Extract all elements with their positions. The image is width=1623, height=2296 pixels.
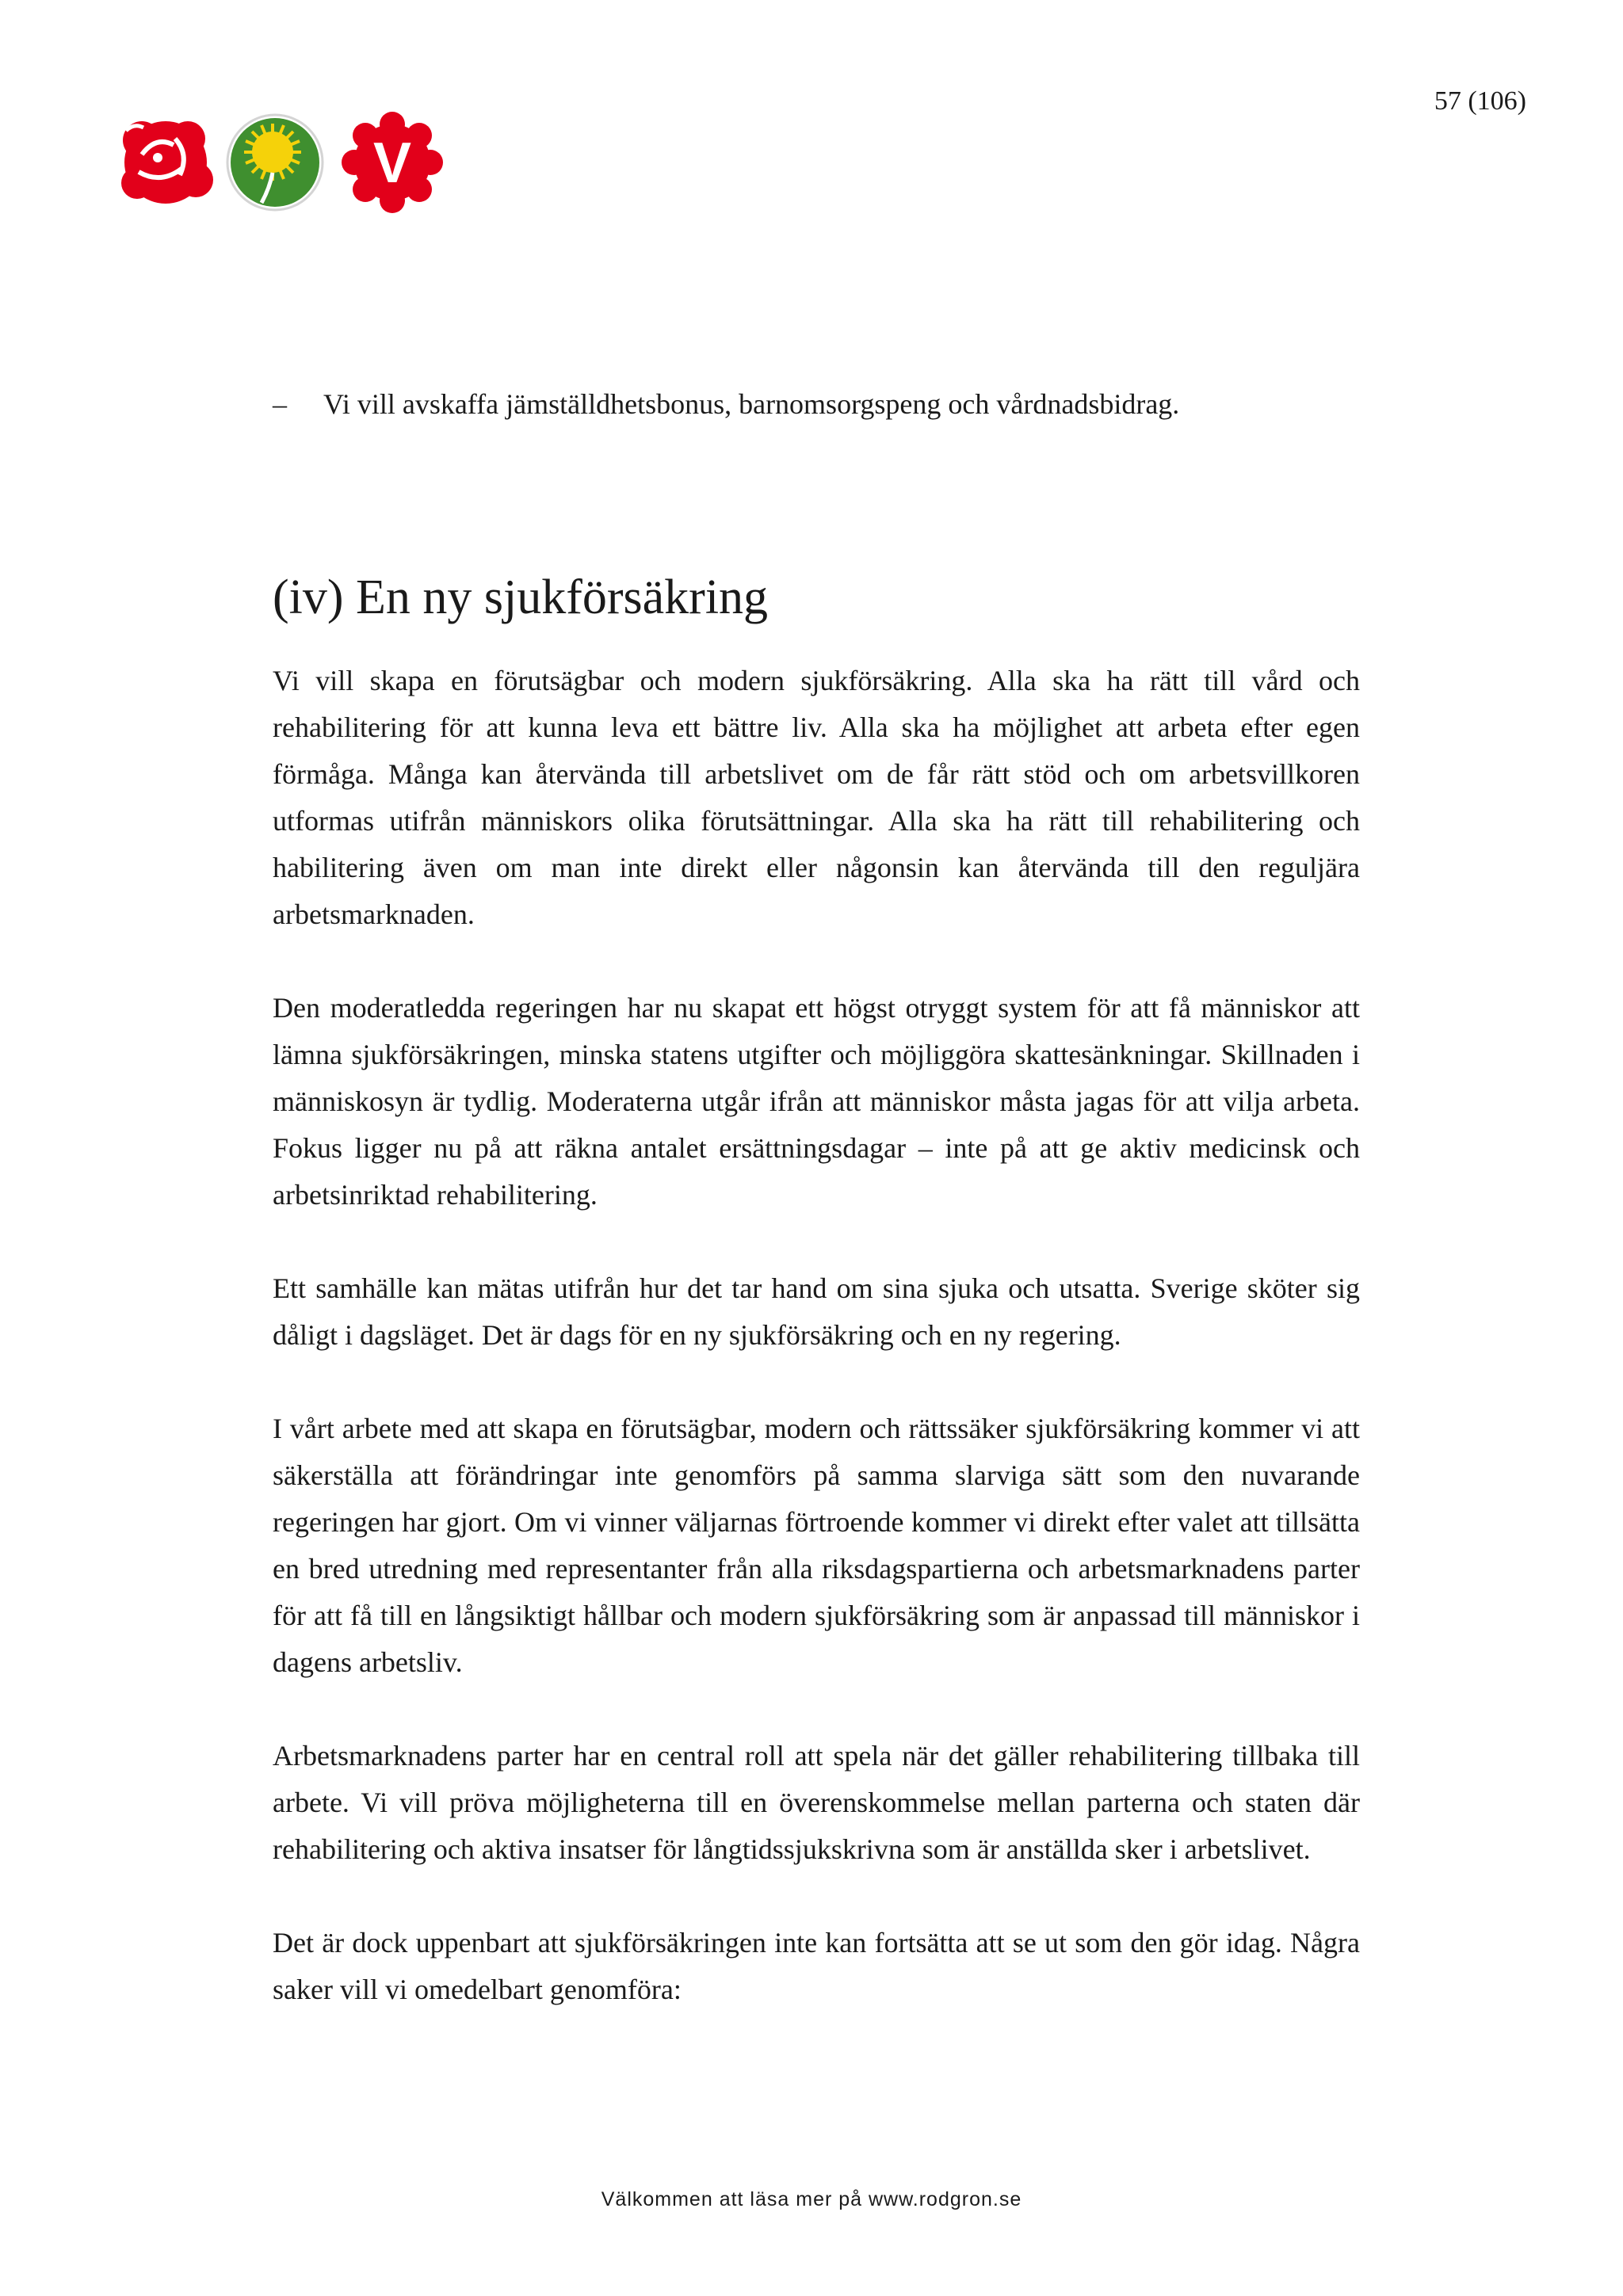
paragraph: Arbetsmarknadens parter har en central roll att spela när det gäller rehabilitering tillbaka till arbete. Vi vill pröva möjligheterna till en överenskommelse mellan parterna och staten där rehabilitering och aktiva insatser för långtidssjukskrivna som är anställda sker i arbetslivet. xyxy=(273,1740,1360,1865)
bullet-item xyxy=(273,380,1360,428)
section-heading: (iv) En ny sjukförsäkring xyxy=(273,570,769,624)
footer-text: Välkommen att läsa mer på www.rodgron.se xyxy=(601,2188,1022,2210)
vansterpartiet-v-logo xyxy=(341,111,444,214)
bullet-dash: – xyxy=(273,388,287,420)
page-number: 57 (106) xyxy=(1434,86,1526,116)
paragraph: Ett samhälle kan mätas utifrån hur det tar hand om sina sjuka och utsatta. Sverige sköter sig dåligt i dagsläget. Det är dags för en ny sjukförsäkring och en ny regering. xyxy=(273,1272,1360,1351)
main-content xyxy=(273,380,1360,2013)
paragraph: I vårt arbete med att skapa en förutsägbar, modern och rättssäker sjukförsäkring kommer vi att säkerställa att förändringar inte genomförs på samma slarviga sätt som den nuvarande regeringen har gjort. Om vi vinner väljarnas förtroende kommer vi direkt efter valet att tillsätta en bred utredning med representanter från alla riksdagspartierna och arbetsmarknadens parter för att få till en långsiktigt hållbar och modern sjukförsäkring som är anpassad till människor i dagens arbetsliv. xyxy=(273,1413,1360,1678)
paragraph: Den moderatledda regeringen har nu skapat ett högst otryggt system för att få människor att lämna sjukförsäkringen, minska statens utgifter och möjliggöra skattesänkningar. Skillnaden i människosyn är tydlig. Moderaterna utgår ifrån att människor måsta jagas för att vilja arbeta. Fokus ligger nu på att räkna antalet ersättningsdagar – inte på att ge aktiv medicinsk och arbetsinriktad rehabilitering. xyxy=(273,992,1360,1211)
miljopartiet-dandelion-logo xyxy=(223,111,327,214)
socialdemokraterna-rose-logo xyxy=(114,111,217,214)
paragraph: Vi vill skapa en förutsägbar och modern sjukförsäkring. Alla ska ha rätt till vård och rehabilitering för att kunna leva ett bättre liv. Alla ska ha möjlighet att arbeta efter egen förmåga. Många kan återvända till arbetslivet om de får rätt stöd och om arbetsvillkoren utformas utifrån människors olika förutsättningar. Alla ska ha rätt till rehabilitering och habilitering även om man inte direkt eller någonsin kan återvända till den reguljära arbetsmarknaden. xyxy=(273,665,1360,930)
paragraph: Det är dock uppenbart att sjukförsäkringen inte kan fortsätta att se ut som den gör idag. Några saker vill vi omedelbart genomföra: xyxy=(273,1927,1360,2005)
v-letter: V xyxy=(372,132,412,195)
party-logos xyxy=(114,111,447,214)
bullet-text: Vi vill avskaffa jämställdhetsbonus, barnomsorgspeng och vårdnadsbidrag. xyxy=(323,388,1180,420)
